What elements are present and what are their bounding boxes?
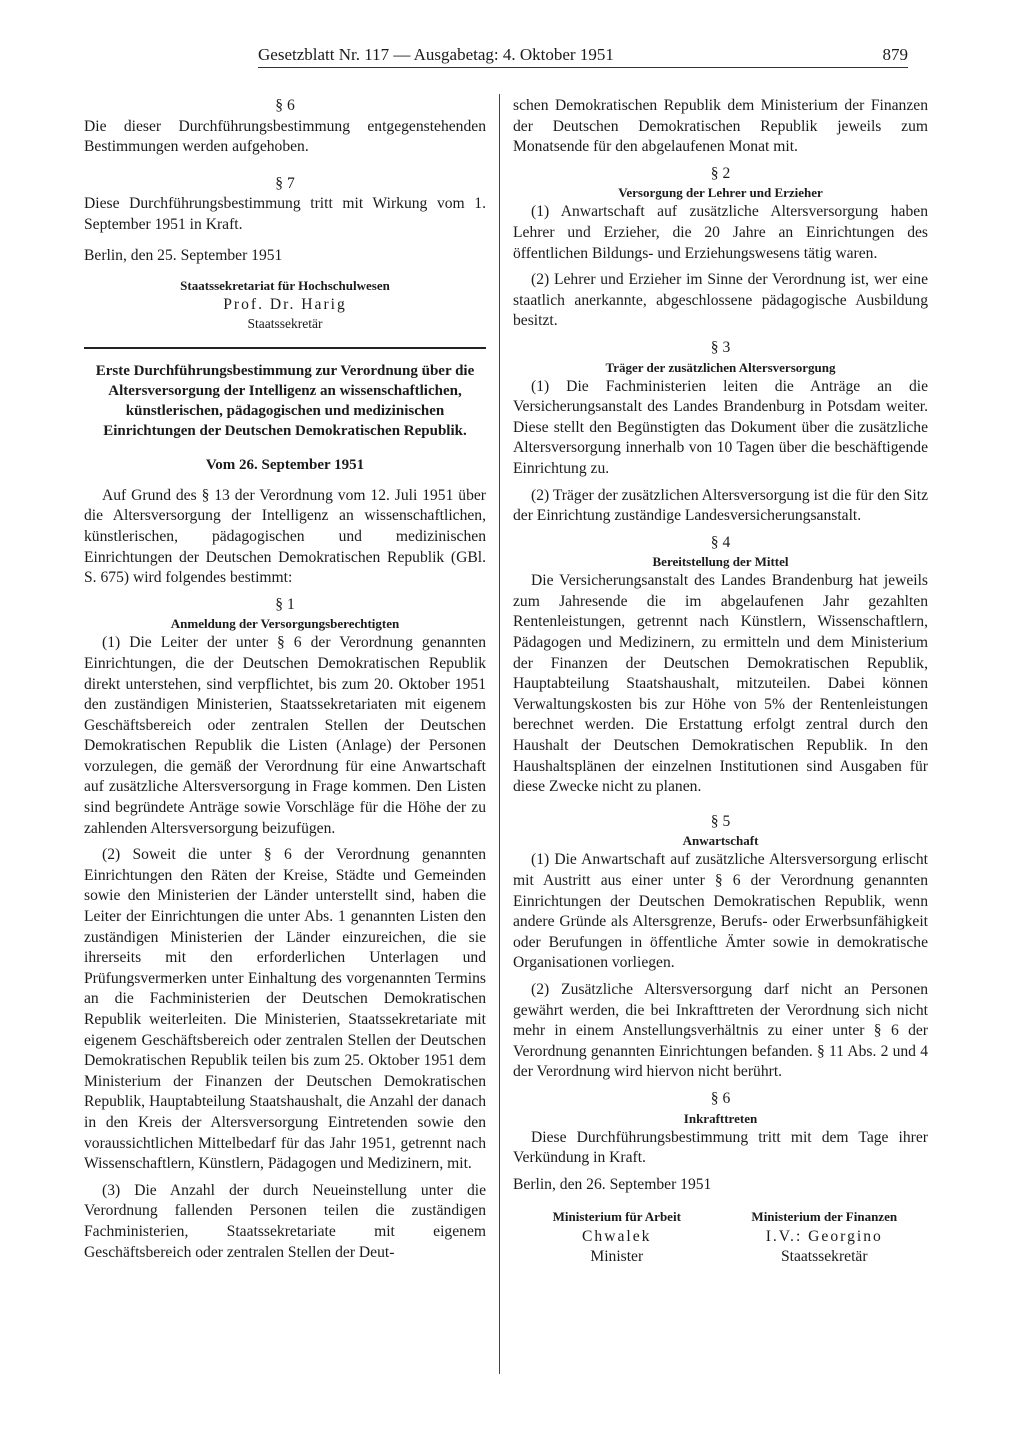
signature-title: Staatssekretär: [780, 1248, 868, 1266]
section-subheading: Bereitstellung der Mittel: [652, 554, 789, 570]
signature-org: Staatssekretariat für Hochschulwesen: [180, 278, 390, 294]
signature-block: [513, 1207, 721, 1267]
section-heading: § 6: [710, 1089, 731, 1107]
paragraph: (1) Die Anwartschaft auf zusätzliche Altersversorgung erlischt mit Austritt aus einer unter § 6 der Verordnung genannten Einrichtungen der Deutschen Demokratischen Republik, wenn andere Gründe als Altersgrenze, Berufs- oder Erwerbsunfähigkeit oder Berufungen in öffentliche Ämter sowie in demokratische Organisationen vorliegen.: [513, 851, 928, 972]
paragraph: (2) Soweit die unter § 6 der Verordnung genannten Einrichtungen den Räten der Kreise, Städte und Gemeinden sowie den Ministerien der Länder unterstellt sind, haben die Leiter der Einrichtungen die unter Abs. 1 genannten Listen den zuständigen Ministerien der Länder einzureichen, die sie ihrerseits mit den erforderlichen Unterlagen und Prüfungsvermerken unter Einhaltung des vorgenannten Termins an die Fachministerien der Deutschen Demokratischen Republik weiterleiten. Die Ministerien, Staatssekretariate mit eigenem Geschäftsbereich oder zentralen Stellen der Deutschen Demokratischen Republik teilen bis zum 25. Oktober 1951 dem Ministerium der Finanzen der Deutschen Demokratischen Republik, Hauptabteilung Staatshaushalt, die Anzahl der danach in den Kreis der Altersversorgung Eintretenden sowie den voraussichtlichen Mittelbedarf für das Jahr 1951, getrennt nach Wissenschaftlern, Künstlern, Pädagogen und Medizinern, mit.: [84, 846, 486, 1173]
running-title: Gesetzblatt Nr. 117 — Ausgabetag: 4. Oktober 1951: [258, 45, 614, 64]
section-heading: § 3: [710, 338, 731, 356]
section-heading: § 2: [710, 164, 731, 182]
signature-org: Ministerium für Arbeit: [552, 1209, 681, 1225]
preamble: Auf Grund des § 13 der Verordnung vom 12. Juli 1951 über die Altersversorgung der Intelligenz an wissenschaftlichen, künstlerischen, pädagogischen und medizinischen Einrichtungen der Deutschen Demokratischen Republik (GBl. S. 675) wird folgendes bestimmt:: [84, 486, 486, 587]
paragraph: (1) Anwartschaft auf zusätzliche Altersversorgung haben Lehrer und Erzieher, die 20 Jahre an Einrichtungen des öffentlichen Bildungs- und Erziehungswesens tätig waren.: [513, 203, 928, 262]
paragraph-continued: schen Demokratischen Republik dem Ministerium der Finanzen der Deutschen Demokratischen Republik jeweils zum Monatsende für den abgelaufenen Monat mit.: [513, 97, 928, 156]
paragraph: Diese Durchführungsbestimmung tritt mit dem Tage ihrer Verkündung in Kraft.: [513, 1128, 928, 1167]
place-date: Berlin, den 26. September 1951: [513, 1175, 712, 1193]
column-divider: [499, 94, 500, 1374]
section-heading: § 5: [710, 812, 731, 830]
decree-title: Erste Durchführungsbestimmung zur Verordnung über die Altersversorgung der Intelligenz an wissenschaftlichen, künstlerischen, pädagogischen und medizinischen Einrichtungen der Deutschen Demokratischen Republik.: [95, 363, 475, 440]
section-heading: § 1: [275, 595, 295, 613]
right-column: [513, 96, 928, 1267]
page-number: 879: [882, 45, 908, 64]
paragraph: (3) Die Anzahl der durch Neueinstellung unter die Verordnung fallenden Personen teilen die zuständigen Fachministerien, Staatssekretariate mit eigenem Geschäftsbereich oder zentralen Stellen der Deut-: [84, 1181, 486, 1261]
section-text: Diese Durchführungsbestimmung tritt mit Wirkung vom 1. September 1951 in Kraft.: [84, 195, 486, 233]
section-subheading: Inkrafttreten: [683, 1110, 758, 1126]
page-header: [258, 44, 908, 68]
paragraph: Die Versicherungsanstalt des Landes Brandenburg hat jeweils zum Jahresende die im abgelaufenen Jahr gezahlten Rentenleistungen, getrennt nach Künstlern, Wissenschaftlern, Pädagogen und Medizinern, zu ermitteln und dem Ministerium der Finanzen der Deutschen Demokratischen Republik, Hauptabteilung Staatshaushalt, mitzuteilen. Dabei können Verwaltungskosten bis zur Höhe von 5% der Rentenleistungen berechnet werden. Die Erstattung erfolgt zentral durch den Haushalt der Deutschen Demokratischen Republik. In den Haushaltsplänen der einzelnen Institutionen sind Ausgaben für diese Zwecke nicht zu planen.: [513, 572, 928, 796]
paragraph: (2) Zusätzliche Altersversorgung darf nicht an Personen gewährt werden, die bei Inkrafttreten der Verordnung sich nicht mehr in einem Anstellungsverhältnis zu einer unter § 6 der Verordnung genannten Einrichtungen befanden. § 11 Abs. 2 und 4 der Verordnung wird hiervon nicht berührt.: [513, 980, 928, 1081]
paragraph: (1) Die Fachministerien leiten die Anträge an die Versicherungsanstalt des Landes Brandenburg in Potsdam weiter. Diese stellt den Begünstigten das Dokument über die zusätzliche Altersversorgung innerhalb von 10 Tagen über die beschäftigende Einrichtung zu.: [513, 377, 928, 477]
section-subheading: Anmeldung der Versorgungsberechtigten: [170, 616, 400, 632]
separator-rule: [84, 347, 486, 349]
paragraph: (2) Lehrer und Erzieher im Sinne der Verordnung ist, wer eine staatlich anerkannte, abgeschlossene pädagogische Ausbildung besitzt.: [513, 271, 928, 330]
signature-title: Minister: [590, 1248, 644, 1266]
section-heading: § 7: [275, 174, 295, 192]
signature-org: Ministerium der Finanzen: [751, 1209, 898, 1225]
section-heading: § 4: [710, 533, 731, 551]
section-heading: § 6: [275, 97, 295, 114]
signature-name: Prof. Dr. Harig: [223, 296, 347, 314]
signature-block: [84, 276, 486, 333]
signature-block: [721, 1207, 929, 1267]
paragraph: (1) Die Leiter der unter § 6 der Verordnung genannten Einrichtungen, die der Deutschen Demokratischen Republik direkt unterstehen, sind verpflichtet, bis zum 20. Oktober 1951 den zuständigen Ministerien, Staatssekretariaten mit eigenem Geschäftsbereich oder zentralen Stellen der Deutschen Demokratischen Republik die Listen (Anlage) der Personen vorzulegen, die gemäß der Verordnung für eine Anwartschaft auf zusätzliche Altersversorgung in Frage kommen. Den Listen sind begründete Anträge sowie Vorschläge für die Höhe der zu zahlenden Altersversorgung beizufügen.: [84, 634, 486, 837]
section-subheading: Träger der zusätzlichen Altersversorgung: [605, 359, 836, 375]
header-rule: [258, 67, 908, 68]
paragraph: (2) Träger der zusätzlichen Altersversorgung ist die für den Sitz der Einrichtung zuständige Landesversicherungsanstalt.: [513, 486, 928, 525]
signature-row: [513, 1207, 928, 1267]
section-text: Die dieser Durchführungsbestimmung entgegenstehenden Bestimmungen werden aufgehoben.: [84, 117, 486, 156]
decree-date: Vom 26. September 1951: [205, 457, 365, 474]
section-subheading: Anwartschaft: [682, 833, 759, 849]
left-column: [84, 96, 486, 1263]
signature-name: Chwalek: [582, 1228, 652, 1246]
section-subheading: Versorgung der Lehrer und Erzieher: [618, 185, 823, 201]
signature-name: I.V.: Georgino: [765, 1228, 883, 1246]
signature-title: Staatssekretär: [247, 316, 323, 332]
place-date: Berlin, den 25. September 1951: [84, 246, 283, 264]
